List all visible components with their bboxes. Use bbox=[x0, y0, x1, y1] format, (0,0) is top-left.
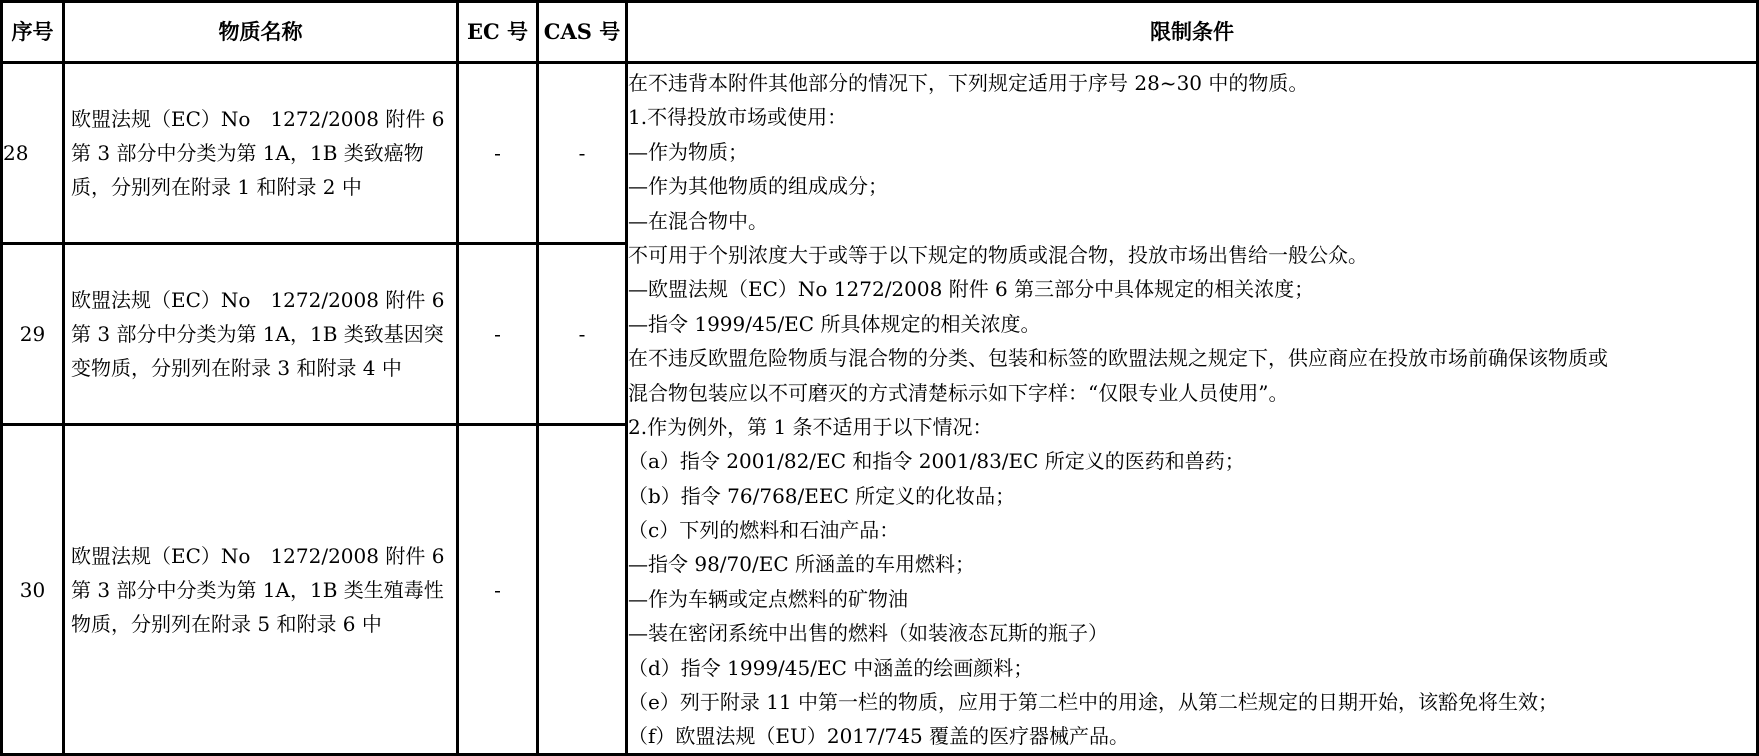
condition-line: —欧盟法规（EC）No 1272/2008 附件 6 第三部分中具体规定的相关浓度； bbox=[628, 277, 1315, 302]
condition-line: —作为其他物质的组成成分； bbox=[628, 174, 888, 199]
condition-line: —装在密闭系统中出售的燃料（如装液态瓦斯的瓶子） bbox=[628, 621, 1108, 646]
condition-line: 1.不得投放市场或使用： bbox=[628, 105, 848, 130]
condition-line: —作为物质； bbox=[628, 139, 748, 164]
header-no: 序号 bbox=[11, 19, 54, 44]
condition-line: （f）欧盟法规（EU）2017/745 覆盖的医疗器械产品。 bbox=[628, 724, 1130, 749]
header-name: 物质名称 bbox=[218, 19, 303, 44]
condition-line: —指令 98/70/EC 所涵盖的车用燃料； bbox=[628, 552, 975, 577]
conditions-cell bbox=[628, 66, 1756, 754]
header-cas: CAS 号 bbox=[543, 19, 621, 44]
condition-line: 2.作为例外，第 1 条不适用于以下情况： bbox=[628, 414, 993, 439]
condition-line: 在不违背本附件其他部分的情况下，下列规定适用于序号 28~30 中的物质。 bbox=[628, 71, 1309, 95]
row-29-cas: - bbox=[578, 322, 586, 346]
row-30-no: 30 bbox=[19, 577, 46, 602]
row-30-ec: - bbox=[494, 577, 501, 602]
row-28-name bbox=[65, 64, 456, 242]
condition-line: （b）指令 76/768/EEC 所定义的化妆品； bbox=[628, 483, 1016, 508]
row-29-name bbox=[65, 245, 456, 423]
condition-line: 混合物包装应以不可磨灭的方式清楚标示如下字样：“仅限专业人员使用”。 bbox=[628, 380, 1289, 405]
condition-line: —指令 1999/45/EC 所具体规定的相关浓度。 bbox=[628, 311, 1041, 336]
row-29-no: 29 bbox=[19, 322, 46, 346]
condition-line: （a）指令 2001/82/EC 和指令 2001/83/EC 所定义的医药和兽药； bbox=[628, 449, 1245, 474]
condition-line: 在不违反欧盟危险物质与混合物的分类、包装和标签的欧盟法规之规定下，供应商应在投放市场前确保该物质或 bbox=[628, 346, 1608, 371]
condition-line: 不可用于个别浓度大于或等于以下规定的物质或混合物，投放市场出售给一般公众。 bbox=[628, 242, 1368, 267]
row-28-name-text: 欧盟法规（EC）No 1272/2008 附件 6 第 3 部分中分类为第 1A，1B 类致癌物质，分别列在附录 1 和附录 2 中 bbox=[71, 107, 445, 199]
condition-line: （d）指令 1999/45/EC 中涵盖的绘画颜料； bbox=[628, 655, 1034, 680]
row-28-cas: - bbox=[578, 141, 586, 165]
row-30-name-text: 欧盟法规（EC）No 1272/2008 附件 6 第 3 部分中分类为第 1A，1B 类生殖毒性物质，分别列在附录 5 和附录 6 中 bbox=[71, 543, 445, 636]
condition-line: （c）下列的燃料和石油产品： bbox=[628, 518, 900, 543]
condition-line: —在混合物中。 bbox=[628, 208, 768, 233]
header-conditions: 限制条件 bbox=[1150, 19, 1234, 44]
row-28-ec: - bbox=[494, 141, 501, 165]
row-28-no: 28 bbox=[3, 141, 29, 165]
row-29-ec: - bbox=[494, 322, 501, 346]
row-30-cas bbox=[539, 426, 625, 753]
row-30-name bbox=[65, 426, 456, 753]
condition-line: —作为车辆或定点燃料的矿物油 bbox=[628, 586, 908, 611]
header-ec: EC 号 bbox=[466, 19, 529, 44]
row-29-name-text: 欧盟法规（EC）No 1272/2008 附件 6 第 3 部分中分类为第 1A，1B 类致基因突变物质，分别列在附录 3 和附录 4 中 bbox=[71, 288, 445, 380]
condition-line: （e）列于附录 11 中第一栏的物质，应用于第二栏中的用途，从第二栏规定的日期开始，该豁免将生效； bbox=[628, 690, 1558, 715]
